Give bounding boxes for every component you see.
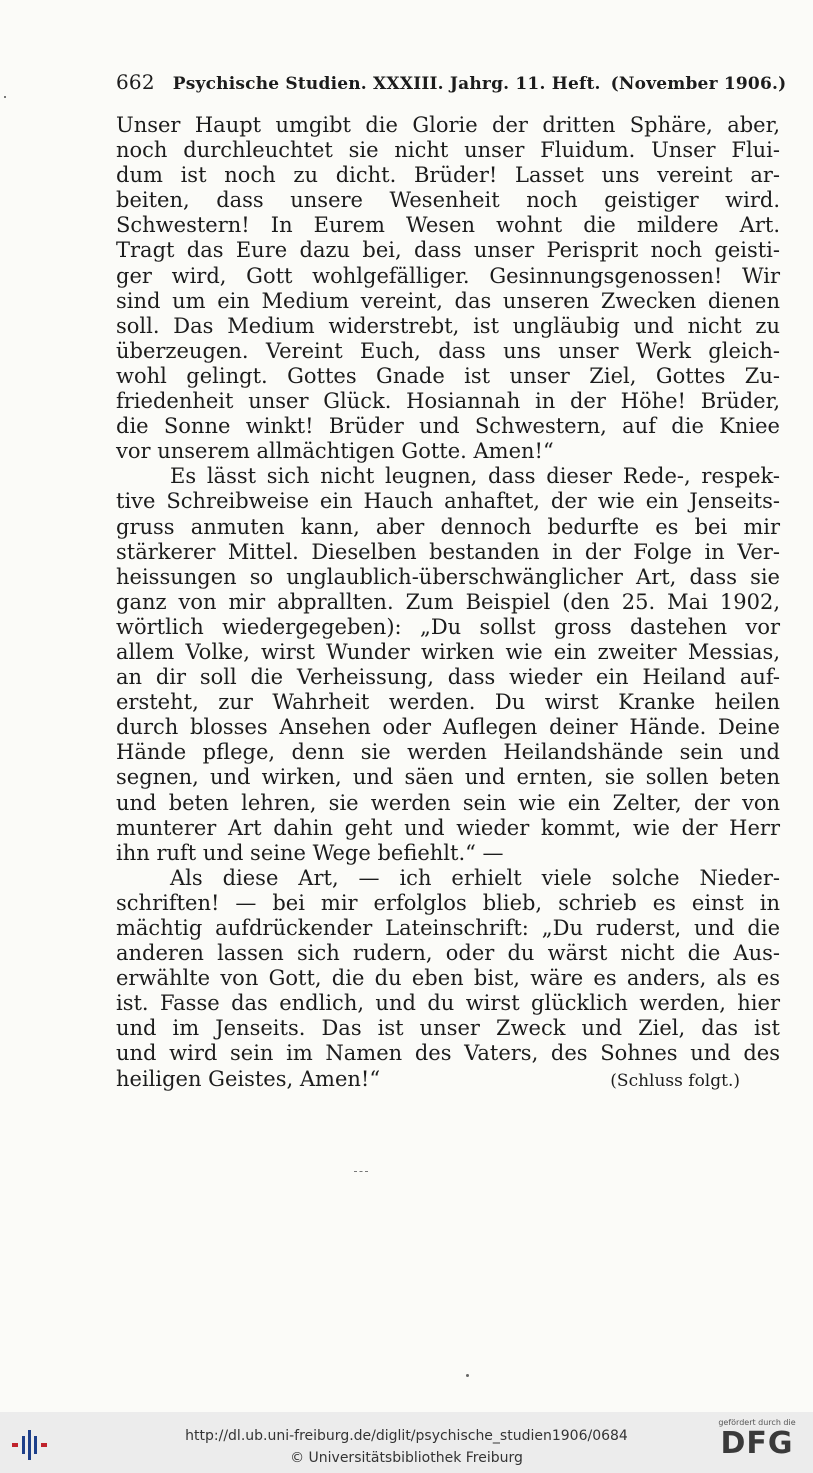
text-line: Schwestern! In Eurem Wesen wohnt die mildere Art.: [116, 213, 780, 238]
page-number: 662: [116, 70, 155, 94]
issue-date: (November 1906.): [610, 74, 787, 94]
text-line: mächtig aufdrückender Lateinschrift: „Du ruderst, und die: [116, 916, 780, 940]
text-line: beiten, dass unsere Wesenheit noch geistiger wird.: [116, 188, 780, 213]
text-line: dum ist noch zu dicht. Brüder! Lasset uns vereint ar-: [116, 163, 780, 188]
text-line: die Sonne winkt! Brüder und Schwestern, auf die Kniee: [116, 414, 780, 439]
text-line: und im Jenseits. Das ist unser Zweck und Ziel, das ist: [116, 1016, 780, 1041]
text-line: segnen, und wirken, und säen und ernten, sie sollen beten: [116, 765, 780, 790]
text-line: Unser Haupt umgibt die Glorie der dritten Sphäre, aber,: [116, 113, 780, 137]
scan-speck-bottom: [466, 1374, 469, 1377]
text-line: soll. Das Medium widerstrebt, ist ungläubig und nicht zu: [116, 313, 780, 338]
section-separator: [354, 1171, 368, 1172]
text-line: allem Volke, wirst Wunder wirken wie ein zweiter Messias,: [116, 639, 780, 664]
text-line: schriften! — bei mir erfolglos blieb, schrieb es einst in: [116, 890, 780, 915]
text-line: stärkerer Mittel. Dieselben bestanden in der Folge in Ver-: [116, 539, 780, 564]
text-line: an dir soll die Verheissung, dass wieder ein Heiland auf-: [116, 665, 780, 690]
paragraph-2: [116, 464, 780, 866]
running-header: [116, 70, 787, 94]
text-line: ist. Fasse das endlich, und du wirst glücklich werden, hier: [116, 991, 780, 1016]
permalink-url[interactable]: http://dl.ub.uni-freiburg.de/diglit/psychische_studien1906/0684: [185, 1428, 628, 1444]
text-line: vor unserem allmächtigen Gotte. Amen!“: [116, 439, 554, 464]
text-line: und wird sein im Namen des Vaters, des Sohnes und des: [116, 1041, 780, 1066]
text-line: sind um ein Medium vereint, das unseren Zwecken dienen: [116, 288, 780, 313]
text-line: heissungen so unglaublich-überschwänglicher Art, dass sie: [116, 564, 780, 589]
text-line: tive Schreibweise ein Hauch anhaftet, der wie ein Jenseits-: [116, 489, 780, 514]
text-line: wörtlich wiedergegeben): „Du sollst gross dastehen vor: [116, 614, 780, 639]
text-line: friedenheit unser Glück. Hosiannah in der Höhe! Brüder,: [116, 389, 780, 414]
text-line: ersteht, zur Wahrheit werden. Du wirst Kranke heilen: [116, 690, 780, 715]
closing-line: [116, 1067, 780, 1094]
text-line: anderen lassen sich rudern, oder du wärst nicht die Aus-: [116, 941, 780, 966]
continuation-note: (Schluss folgt.): [610, 1070, 740, 1091]
text-line: erwählte von Gott, die du eben bist, wäre es anders, als es: [116, 966, 780, 991]
text-line: munterer Art dahin geht und wieder kommt, wie der Herr: [116, 815, 780, 840]
text-line: Hände pflege, denn sie werden Heilandshände sein und: [116, 740, 780, 765]
paragraph-1: [116, 113, 780, 464]
text-line: und beten lehren, sie werden sein wie ein Zelter, der von: [116, 790, 780, 815]
text-line: Es lässt sich nicht leugnen, dass dieser Rede-, respek-: [170, 464, 780, 489]
text-line: ganz von mir abprallten. Zum Beispiel (den 25. Mai 1902,: [116, 589, 780, 614]
text-line: überzeugen. Vereint Euch, dass uns unser Werk gleich-: [116, 338, 780, 363]
running-title: Psychische Studien. XXXIII. Jahrg. 11. Heft.: [172, 74, 601, 94]
text-line: gruss anmuten kann, aber dennoch bedurfte es bei mir: [116, 514, 780, 539]
copyright-notice: © Universitätsbibliothek Freiburg: [290, 1450, 523, 1466]
text-line: durch blosses Ansehen oder Auflegen deiner Hände. Deine: [116, 715, 780, 740]
viewer-footer: [0, 1412, 813, 1473]
text-line: ihn ruft und seine Wege befiehlt.“ —: [116, 840, 504, 865]
dfg-tagline: gefördert durch die: [718, 1418, 796, 1427]
text-line: wohl gelingt. Gottes Gnade ist unser Ziel, Gottes Zu-: [116, 363, 780, 388]
text-line: Als diese Art, — ich erhielt viele solche Nieder-: [170, 865, 780, 890]
text-line: Tragt das Eure dazu bei, dass unser Perisprit noch geisti-: [116, 238, 780, 263]
text-line: noch durchleuchtet sie nicht unser Fluidum. Unser Flui-: [116, 138, 780, 163]
text-line: ger wird, Gott wohlgefälliger. Gesinnungsgenossen! Wir: [116, 263, 780, 288]
paragraph-3-last-line: heiligen Geistes, Amen!“: [116, 1066, 381, 1091]
paragraph-3: [116, 866, 780, 1067]
scan-speck: [4, 96, 6, 98]
dfg-mark: DFG: [720, 1426, 794, 1461]
dfg-logo: [711, 1418, 803, 1468]
body-text: [116, 113, 780, 1094]
